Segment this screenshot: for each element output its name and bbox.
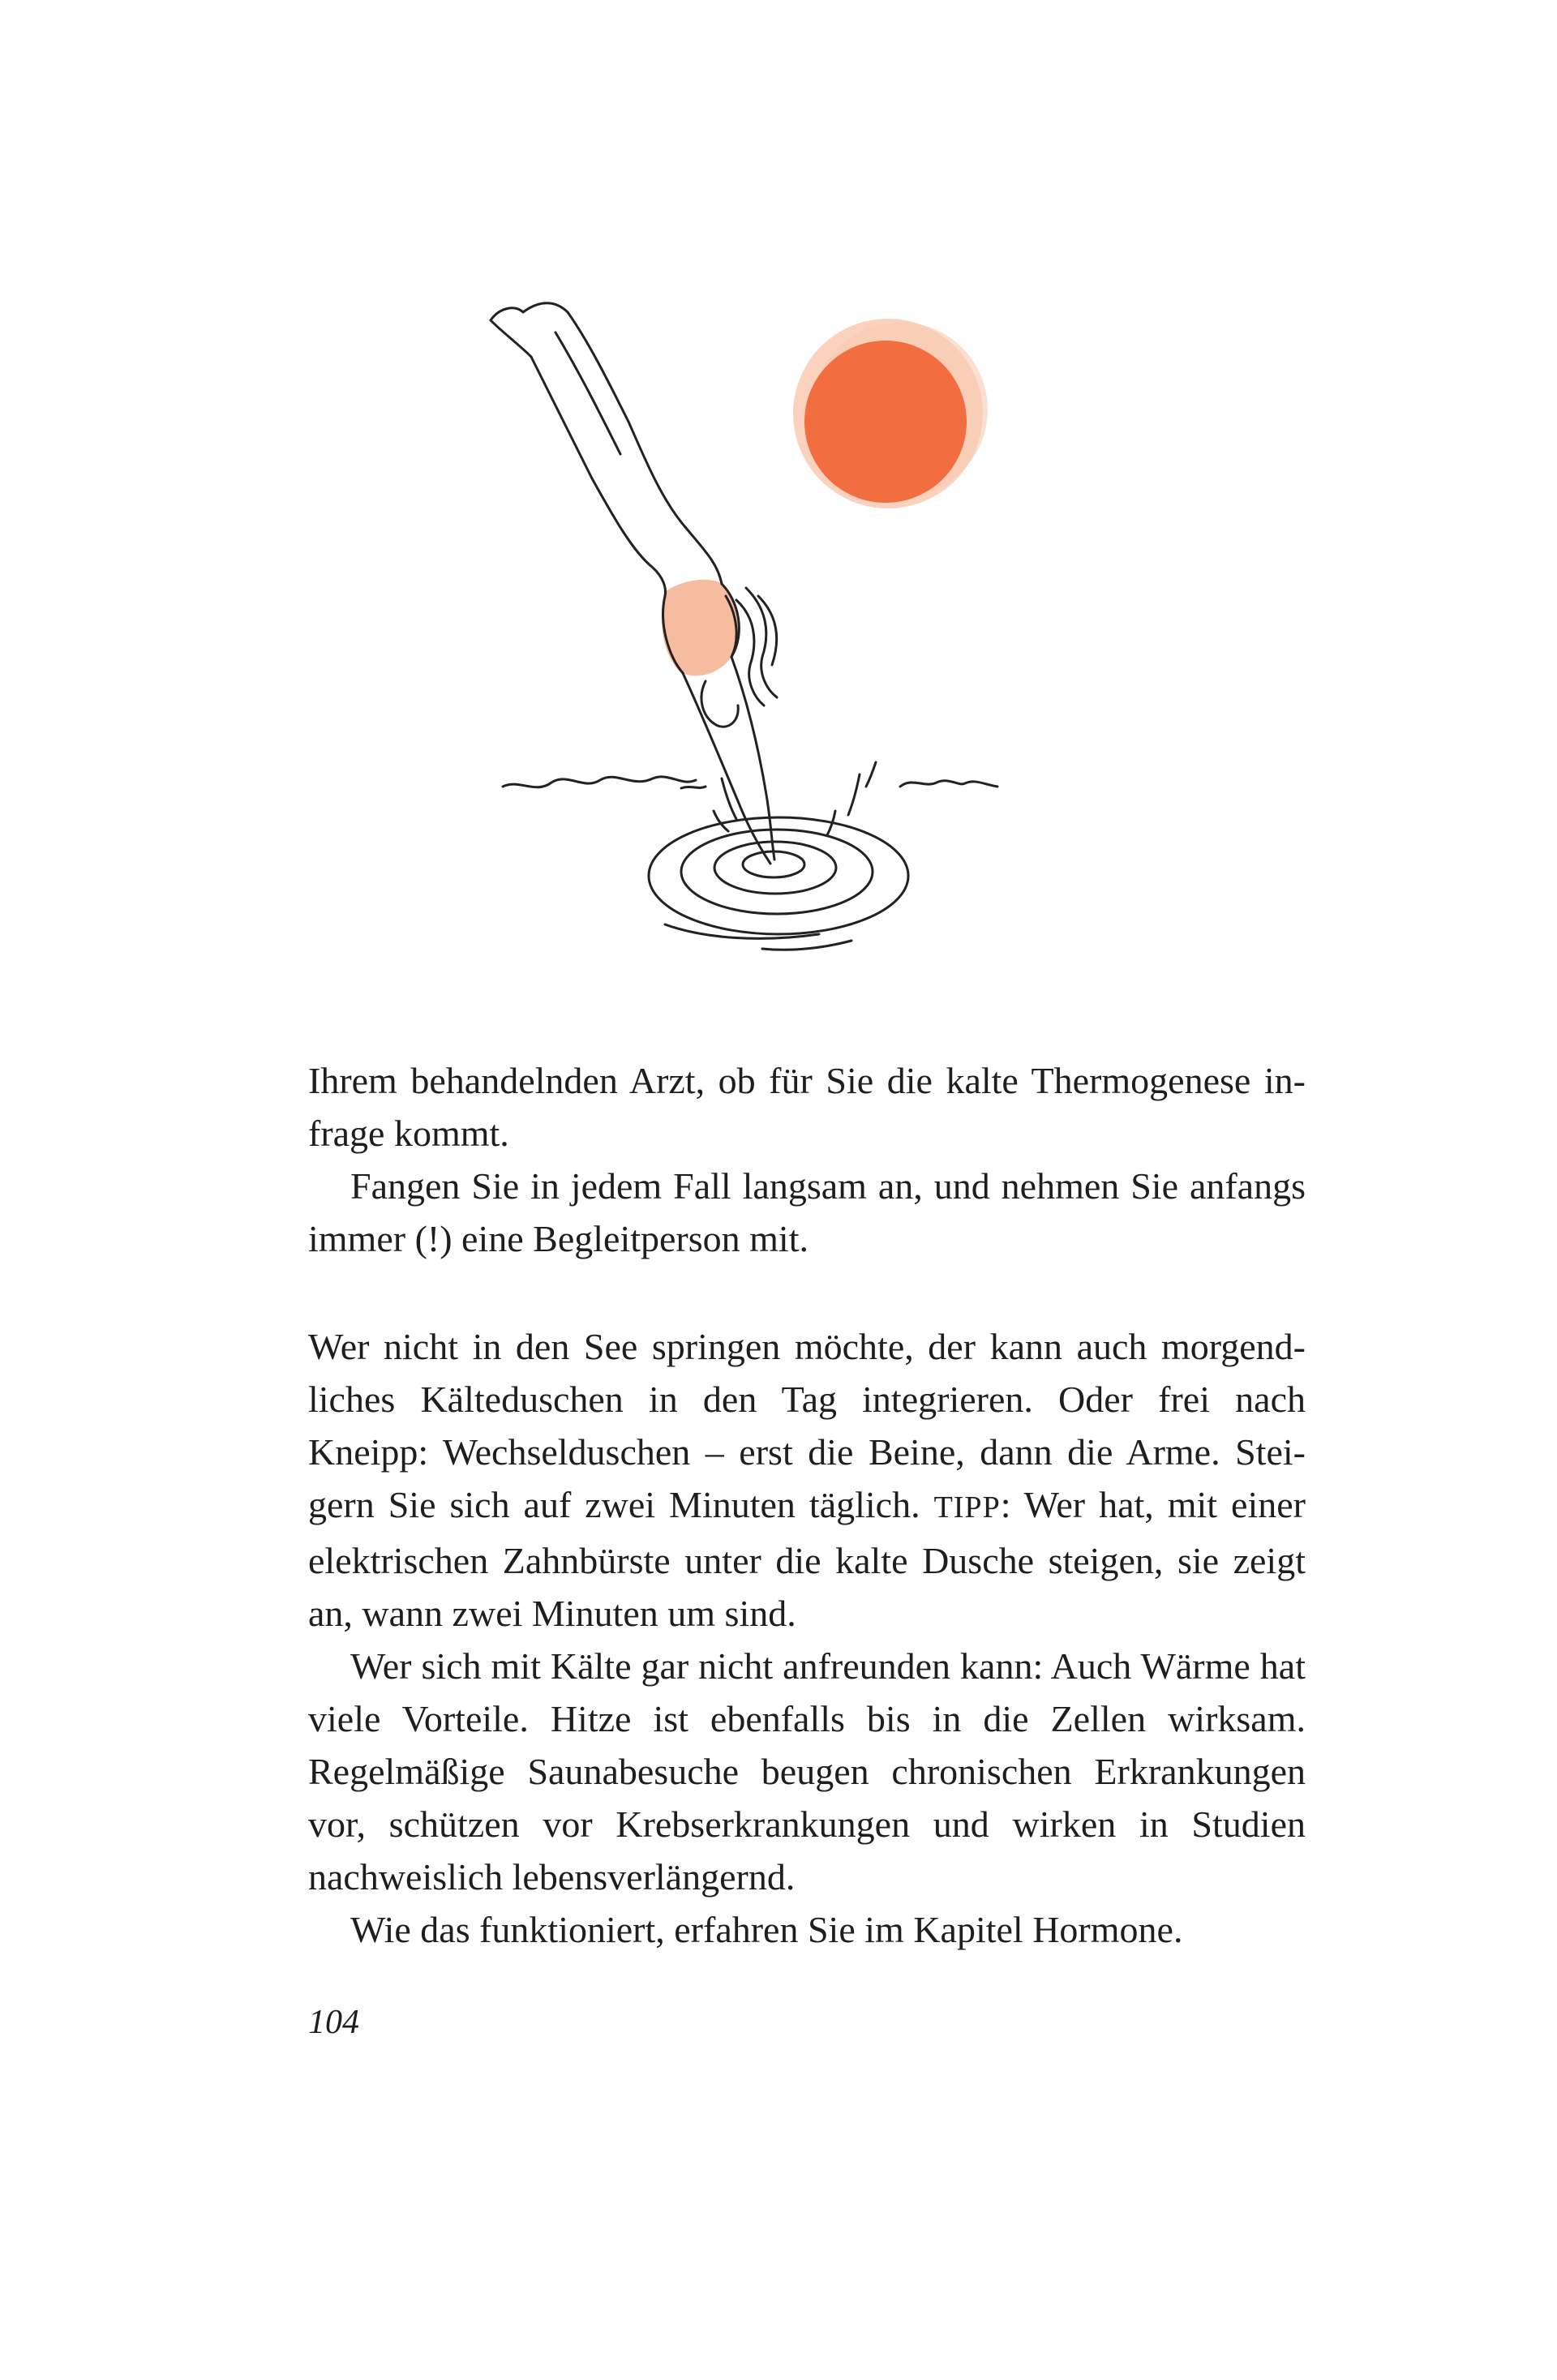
paragraph: Fangen Sie in jedem Fall langsam an, und nehmen Sie anfangs immer (!) eine Begleitperson mit. xyxy=(308,1165,1306,1259)
swimsuit-shape xyxy=(662,580,740,676)
diver-figure xyxy=(491,303,777,864)
water-waves xyxy=(503,762,997,950)
paragraph-block-2 xyxy=(308,1320,1306,1956)
sun-icon xyxy=(793,319,988,508)
paragraph-text: : Wer hat, mit einer elektrischen Zahnbürste unter die kalte Dusche steigen, sie zeigt an, wann zwei Minuten um sind. xyxy=(308,1484,1306,1634)
paragraph-text: Wer nicht in den See springen möchte, der kann auch morgendliches Kälteduschen in den Tag integrieren. Oder frei nach Kneipp: Wechselduschen – erst die Beine, dann die Arme. Steigern Sie sich auf zwei Minuten täglich. xyxy=(308,1326,1306,1525)
paragraph: Ihrem behandelnden Arzt, ob für Sie die kalte Thermogenese infrage kommt. xyxy=(308,1060,1306,1154)
tipp-label: TIPP xyxy=(933,1490,1001,1524)
page-number: 104 xyxy=(308,2004,359,2041)
paragraph-block-1 xyxy=(308,1054,1306,1265)
paragraph: Wie das funktioniert, erfahren Sie im Kapitel Hormone. xyxy=(350,1909,1183,1950)
diver-into-lake-icon xyxy=(478,276,1046,1006)
paragraph: Wer sich mit Kälte gar nicht anfreunden kann: Auch Wärme hat viele Vorteile. Hitze ist ebenfalls bis in die Zellen wirksam. Regelmäßige Saunabesuche beugen chronischen Erkrankungen vor, schützen vor Krebserkrankungen und wirken in Studien nachweislich lebensverlängernd. xyxy=(308,1645,1306,1898)
paragraph xyxy=(308,1320,1306,1640)
